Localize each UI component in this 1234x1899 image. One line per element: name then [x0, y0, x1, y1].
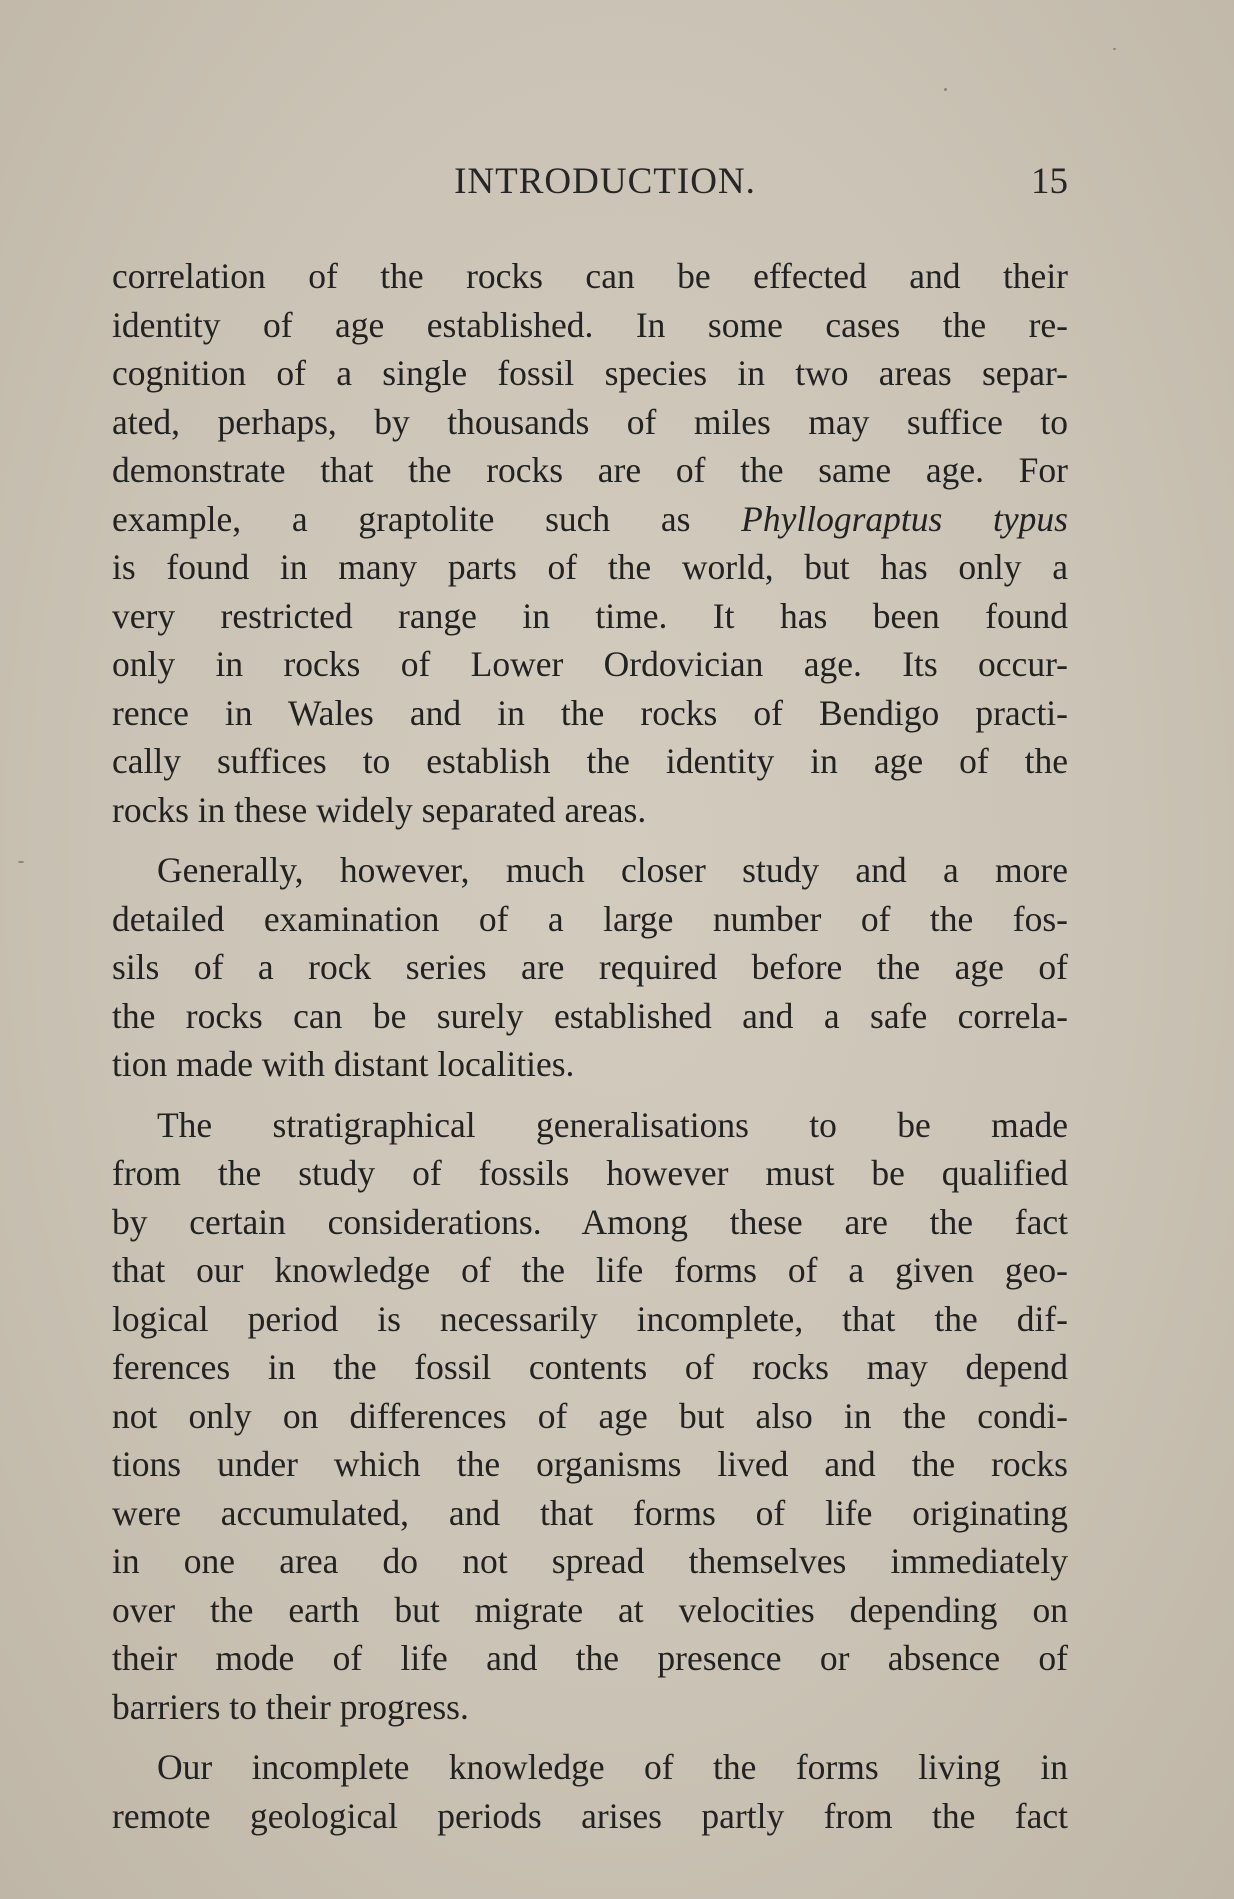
- text-line: correlation of the rocks can be effected and their: [112, 256, 1068, 296]
- text-line: barriers to their progress.: [112, 1686, 469, 1727]
- running-head-title: INTRODUCTION.: [454, 161, 756, 202]
- text-line: cognition of a single fossil species in two areas separ-: [112, 353, 1068, 393]
- paper-speck: [1113, 48, 1116, 50]
- body-text: [112, 252, 1068, 1852]
- text-line: by certain considerations. Among these are the fact: [112, 1201, 1068, 1242]
- text-line: from the study of fossils however must be qualified: [112, 1153, 1068, 1193]
- text-run: example, a graptolite such as: [112, 498, 742, 539]
- text-line: detailed examination of a large number of the fos-: [112, 898, 1068, 939]
- text-line: tion made with distant localities.: [112, 1044, 575, 1084]
- text-line: only in rocks of Lower Ordovician age. Its occur-: [112, 644, 1068, 684]
- text-line: Our incomplete knowledge of the forms living in: [157, 1747, 1068, 1787]
- paper-speck: [944, 88, 947, 91]
- text-line: over the earth but migrate at velocities depending on: [112, 1589, 1068, 1630]
- paragraph: [112, 252, 1068, 834]
- paragraph: [112, 846, 1068, 1089]
- text-line: demonstrate that the rocks are of the same age. For: [112, 450, 1068, 490]
- paper-speck: [18, 861, 24, 863]
- text-line: identity of age established. In some cases the re-: [112, 304, 1068, 345]
- text-line: [112, 495, 1068, 544]
- paragraph: [112, 1101, 1068, 1732]
- text-line: The stratigraphical generalisations to be made: [157, 1104, 1068, 1145]
- text-line: cally suffices to establish the identity in age of the: [112, 741, 1068, 781]
- text-line: rence in Wales and in the rocks of Bendigo practi-: [112, 692, 1068, 733]
- species-name: Phyllograptus typus: [741, 498, 1068, 539]
- text-line: is found in many parts of the world, but has only a: [112, 547, 1068, 587]
- text-line: their mode of life and the presence or absence of: [112, 1638, 1068, 1678]
- text-line: rocks in these widely separated areas.: [112, 789, 647, 830]
- text-line: were accumulated, and that forms of life originating: [112, 1492, 1068, 1533]
- text-line: that our knowledge of the life forms of a given geo-: [112, 1250, 1068, 1290]
- text-line: ferences in the fossil contents of rocks may depend: [112, 1347, 1068, 1387]
- text-line: tions under which the organisms lived and the rocks: [112, 1444, 1068, 1484]
- text-line: in one area do not spread themselves immediately: [112, 1541, 1068, 1581]
- text-line: sils of a rock series are required before the age of: [112, 947, 1068, 987]
- text-line: remote geological periods arises partly from the fact: [112, 1795, 1068, 1836]
- text-line: not only on differences of age but also in the condi-: [112, 1395, 1068, 1436]
- running-head: [112, 160, 1068, 212]
- text-line: Generally, however, much closer study and a more: [157, 850, 1068, 890]
- text-line: the rocks can be surely established and a safe correla-: [112, 995, 1068, 1036]
- text-line: very restricted range in time. It has been found: [112, 595, 1068, 636]
- paragraph: [112, 1743, 1068, 1840]
- text-line: logical period is necessarily incomplete, that the dif-: [112, 1298, 1068, 1339]
- text-line: ated, perhaps, by thousands of miles may suffice to: [112, 401, 1068, 442]
- page-number: 15: [1031, 161, 1068, 202]
